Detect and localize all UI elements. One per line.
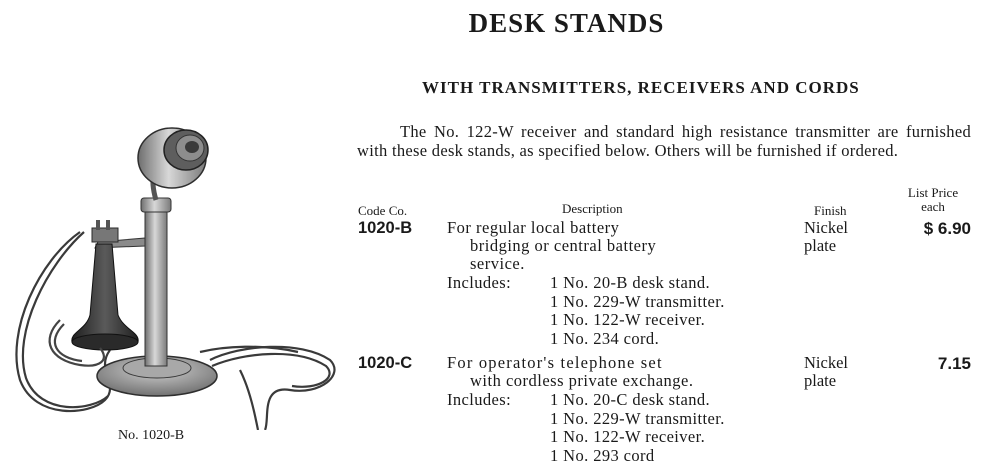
desk-stand-telephone-illustration	[0, 120, 345, 430]
item-description	[447, 219, 656, 273]
description-line: For operator's telephone set	[447, 353, 663, 372]
finish-line: plate	[804, 236, 837, 255]
item-finish	[804, 219, 848, 255]
includes-item: 1 No. 293 cord	[550, 445, 655, 465]
includes-item: 1 No. 229-W transmitter.	[550, 291, 725, 311]
column-header-description: Description	[562, 201, 623, 216]
includes-item: 1 No. 122-W receiver.	[550, 427, 706, 446]
description-line: service.	[470, 254, 525, 273]
list-price-line-1: List Price	[907, 185, 959, 200]
item-finish	[804, 354, 848, 390]
finish-line: Nickel	[804, 353, 848, 372]
includes-item: 1 No. 234 cord.	[550, 328, 660, 348]
page-title: DESK STANDS	[468, 8, 665, 38]
includes-item: 1 No. 20-C desk stand.	[550, 390, 711, 409]
item-price: $ 6.90	[923, 219, 971, 238]
description-line: bridging or central battery	[470, 236, 657, 255]
finish-line: Nickel	[804, 218, 848, 237]
item-code: 1020-C	[358, 354, 413, 372]
finish-line: plate	[804, 371, 837, 390]
column-header-list-price	[893, 186, 973, 214]
list-price-line-2: each	[921, 199, 945, 214]
column-header-finish: Finish	[814, 203, 847, 218]
item-description	[447, 354, 694, 390]
includes-label: Includes:	[447, 273, 512, 292]
includes-item: 1 No. 229-W transmitter.	[550, 408, 725, 428]
page-subtitle: WITH TRANSMITTERS, RECEIVERS AND CORDS	[422, 78, 860, 97]
includes-label: Includes:	[447, 390, 512, 409]
item-code: 1020-B	[358, 219, 413, 237]
description-line: with cordless private exchange.	[470, 371, 694, 390]
intro-paragraph: The No. 122-W receiver and standard high resistance transmitter are furnished with these desk stands, as specified below. Others will be furnished if ordered.	[357, 122, 971, 160]
includes-item: 1 No. 122-W receiver.	[550, 310, 706, 329]
includes-item: 1 No. 20-B desk stand.	[550, 273, 711, 292]
image-caption: No. 1020-B	[118, 428, 185, 443]
cord-icon	[16, 232, 334, 430]
description-line: For regular local battery	[447, 218, 620, 237]
item-price: 7.15	[937, 354, 971, 373]
column-header-code: Code Co.	[358, 203, 408, 218]
